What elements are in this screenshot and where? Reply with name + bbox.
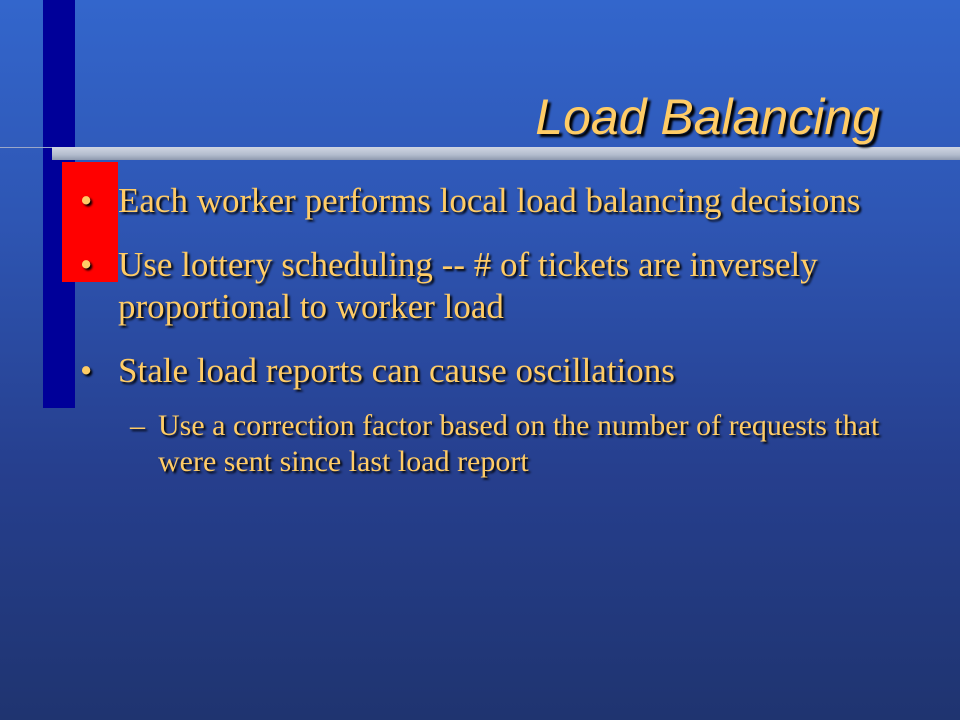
bullet-text: Stale load reports can cause oscillations [118,351,675,390]
bullet-dot: • [80,181,93,220]
sub-bullet-item [80,408,880,480]
bullet-item [80,244,880,328]
bullet-text: Each worker performs local load balancing decisions [118,181,861,220]
bullet-item [80,180,880,222]
slide-content [80,180,880,480]
bullet-dot: • [80,245,93,284]
slide-title: Load Balancing [535,89,880,145]
bullet-item [80,350,880,392]
sub-bullet-dash: – [130,409,145,442]
bullet-text: Use lottery scheduling -- # of tickets are inversely proportional to worker load [118,245,818,326]
title-rule [52,147,960,160]
sub-bullet-text: Use a correction factor based on the number of requests that were sent since last load report [158,409,880,478]
bullet-dot: • [80,351,93,390]
